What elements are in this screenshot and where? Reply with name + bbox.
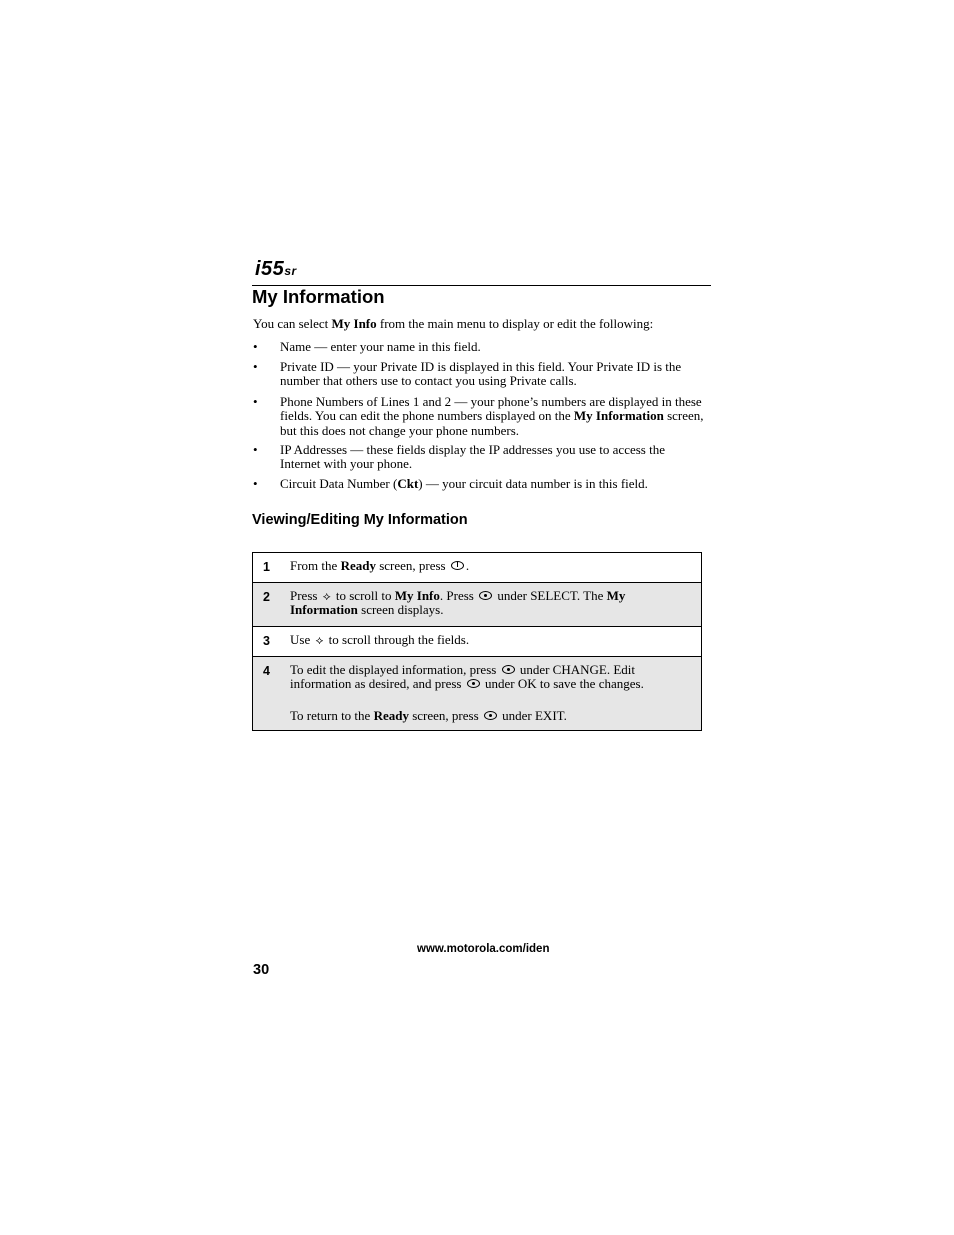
step-row-1 [253,553,701,582]
step-row-3 [253,626,701,656]
intro-paragraph: You can select My Info from the main menu to display or edit the following: [253,316,654,331]
bullet-marker: • [253,442,258,457]
bullet-marker: • [253,339,258,354]
bullet-item-phone-numbers: Phone Numbers of Lines 1 and 2 — your phone’s numbers are displayed in these fields. You can edit the phone numbers displayed on the My Information screen, but this does not change your phone numbers. [280,394,704,438]
step-text: From the Ready screen, press . [290,558,470,573]
menu-key-icon [479,591,492,600]
step-text-return: To return to the Ready screen, press under EXIT. [290,708,567,723]
bullet-item-ip-addresses: IP Addresses — these fields display the IP addresses you use to access the Internet with your phone. [280,442,665,472]
steps-table [252,552,702,731]
page-number: 30 [253,962,270,978]
step-number: 3 [263,634,270,648]
step-number: 1 [263,560,270,574]
bullet-item-private-id: Private ID — your Private ID is displayed in this field. Your Private ID is the number that others use to contact you using Private calls. [280,359,682,389]
bullet-item-name: Name — enter your name in this field. [280,339,481,354]
bullet-marker: • [253,476,258,491]
step-number: 2 [263,590,270,604]
product-logo [255,258,297,282]
section-title: My Information [252,286,385,307]
nav-key-icon: ⟡ [315,633,324,647]
menu-key-icon [467,679,480,688]
menu-key-icon [484,711,497,720]
bullet-marker: • [253,394,258,409]
nav-key-icon: ⟡ [322,589,331,603]
send-key-icon [451,561,464,570]
step-text: Use ⟡ to scroll through the fields. [290,632,470,647]
subsection-title: Viewing/Editing My Information [252,512,468,528]
footer-url: www.motorola.com/iden [417,943,550,955]
bullet-marker: • [253,359,258,374]
step-text: To edit the displayed information, press under CHANGE. Edit information as desired, and press under OK to save the changes. [290,662,644,692]
step-row-4 [253,656,701,730]
bullet-item-circuit-data: Circuit Data Number (Ckt) — your circuit data number is in this field. [280,476,648,491]
step-number: 4 [263,664,270,678]
menu-key-icon [502,665,515,674]
logo-suffix: sr [284,264,297,278]
logo-main: i55 [255,258,285,280]
step-text: Press ⟡ to scroll to My Info. Press under SELECT. The My Information screen displays. [290,588,626,618]
step-row-2 [253,582,701,626]
